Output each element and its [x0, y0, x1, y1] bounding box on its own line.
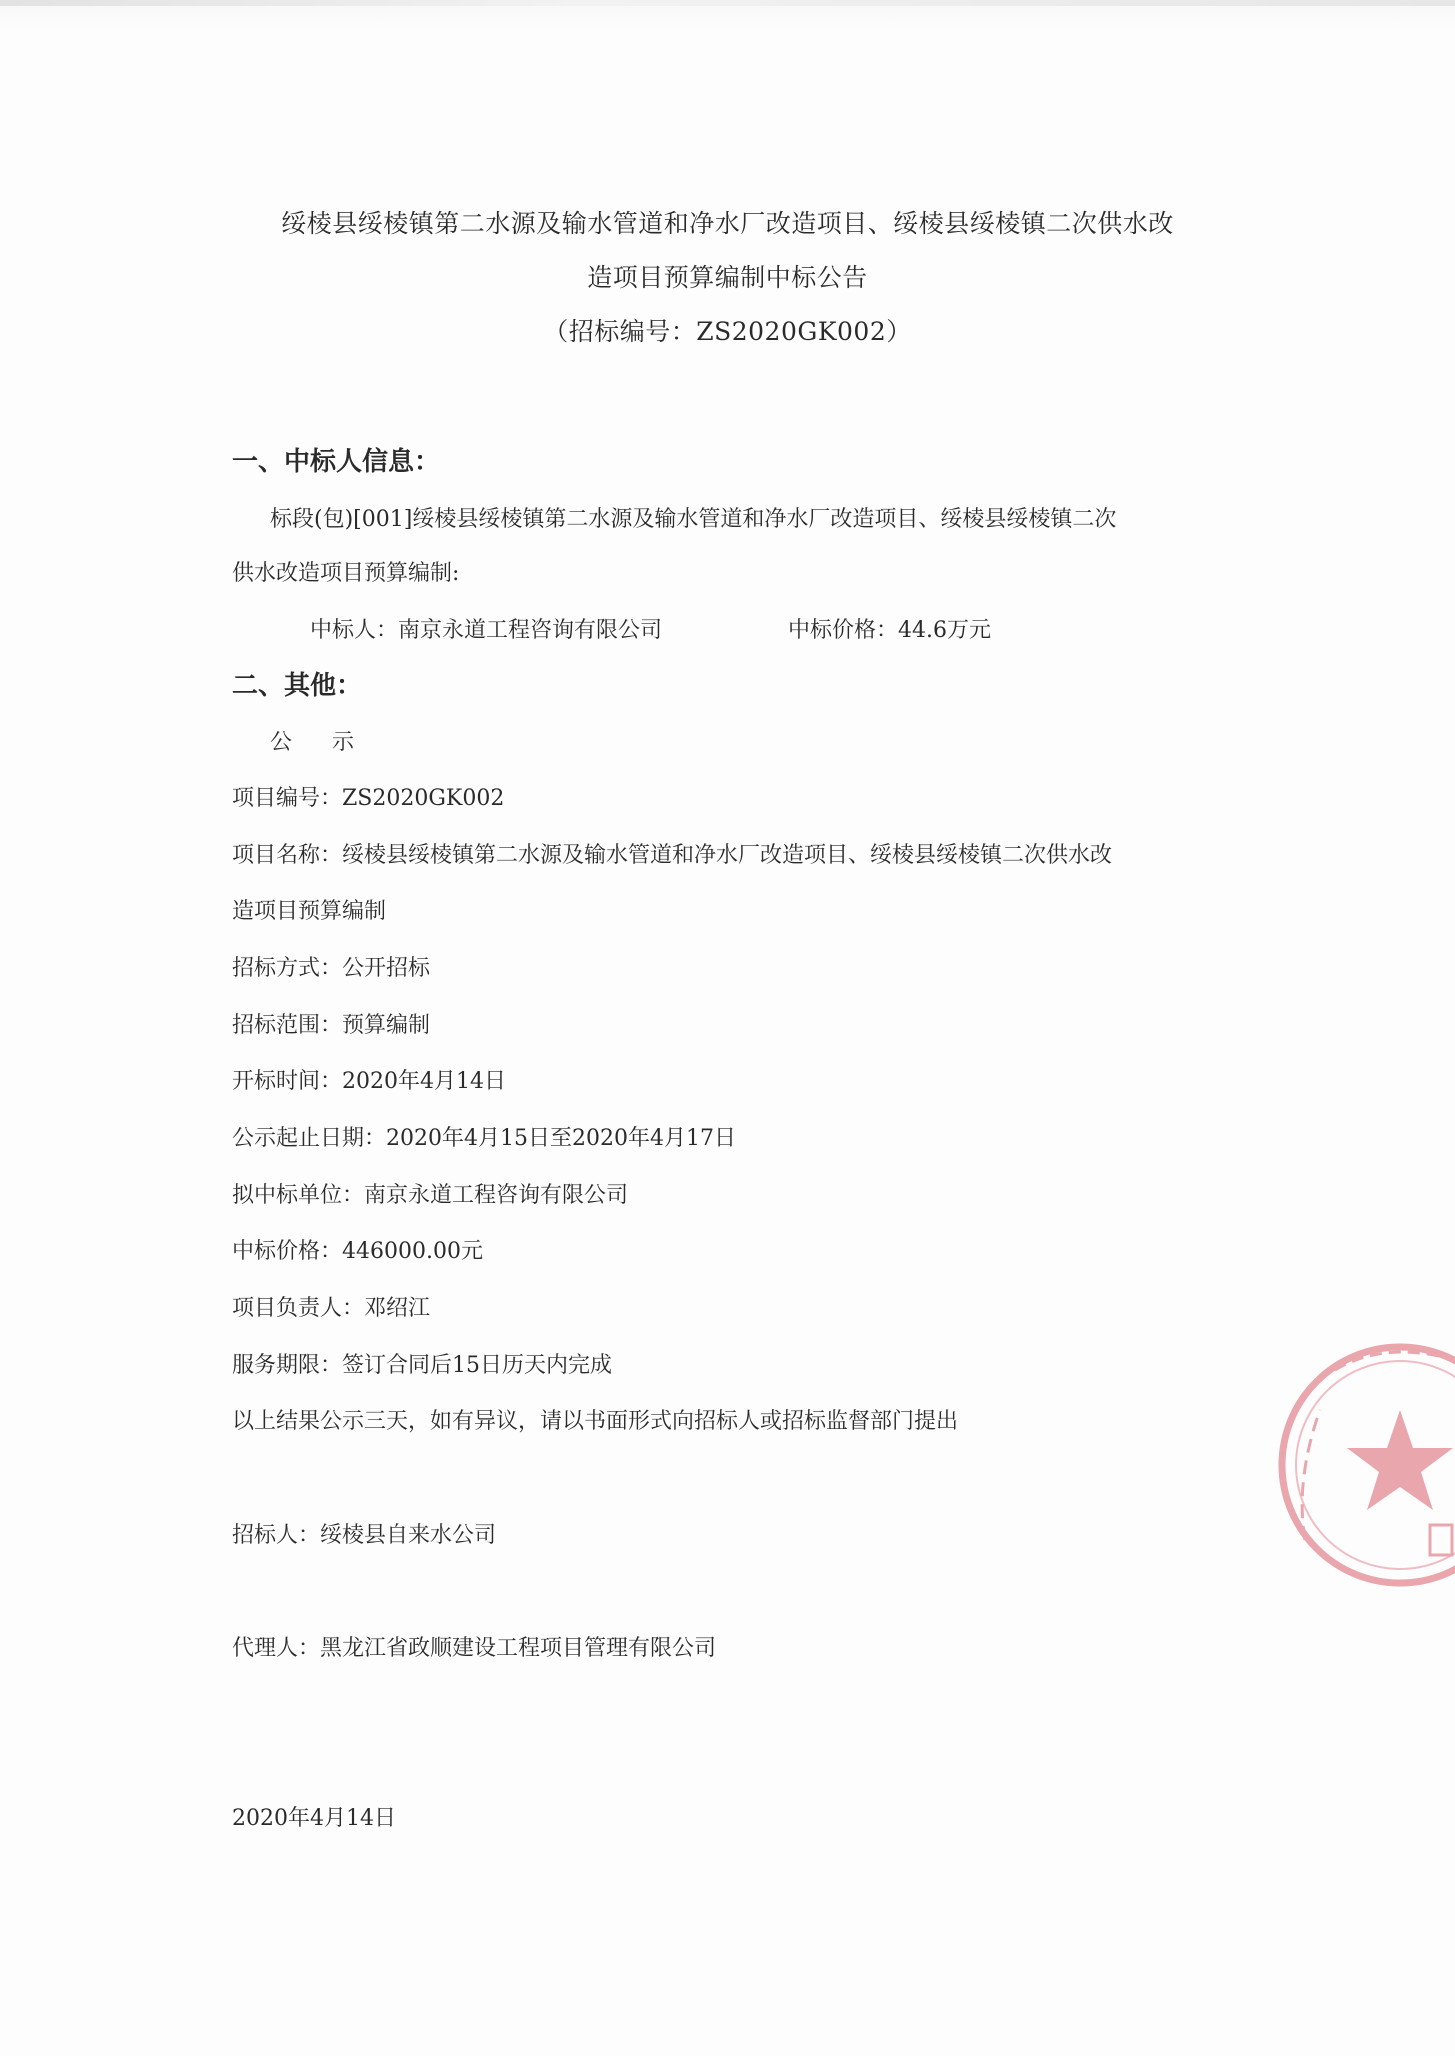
- section-heading-other: 二、其他：: [232, 671, 363, 701]
- project-name-line-2: 造项目预算编制: [232, 899, 387, 924]
- seal-glyph-block: [1430, 1525, 1452, 1555]
- notice-label: 公示: [270, 730, 395, 755]
- official-seal-stamp: [1265, 1330, 1455, 1600]
- project-name-line-1: 项目名称：绥棱县绥棱镇第二水源及输水管道和净水厂改造项目、绥棱县绥棱镇二次供水改: [232, 843, 1113, 868]
- proposed-winner: 拟中标单位：南京永道工程咨询有限公司: [232, 1183, 629, 1208]
- document-title-line-1: 绥棱县绥棱镇第二水源及输水管道和净水厂改造项目、绥棱县绥棱镇二次供水改: [281, 209, 1174, 238]
- bid-opening-time: 开标时间：2020年4月14日: [232, 1069, 506, 1094]
- publicity-period: 公示起止日期：2020年4月15日至2020年4月17日: [232, 1126, 736, 1151]
- project-lead: 项目负责人：邓绍江: [232, 1296, 431, 1321]
- tender-method: 招标方式：公开招标: [232, 956, 431, 981]
- winner-name: 中标人：南京永道工程咨询有限公司: [310, 618, 663, 643]
- seal-text-arc: [1302, 1410, 1320, 1540]
- award-price: 中标价格：446000.00元: [232, 1239, 483, 1264]
- lot-description-line-2: 供水改造项目预算编制:: [232, 561, 460, 586]
- document-title-line-2: 造项目预算编制中标公告: [587, 263, 868, 292]
- seal-star-icon: [1347, 1410, 1453, 1510]
- tender-scope: 招标范围：预算编制: [232, 1013, 431, 1038]
- lot-description-line-1: 标段(包)[001]绥棱县绥棱镇第二水源及输水管道和净水厂改造项目、绥棱县绥棱镇二次: [270, 507, 1117, 532]
- document-date: 2020年4月14日: [232, 1806, 396, 1831]
- document-tender-number: （招标编号：ZS2020GK002）: [543, 317, 912, 346]
- project-number: 项目编号：ZS2020GK002: [232, 786, 505, 811]
- section-heading-winner-info: 一、中标人信息：: [232, 447, 441, 477]
- objection-note: 以上结果公示三天，如有异议，请以书面形式向招标人或招标监督部门提出: [232, 1409, 959, 1434]
- scan-edge: [0, 0, 1455, 6]
- tenderer: 招标人：绥棱县自来水公司: [232, 1523, 497, 1548]
- seal-outer-ring: [1282, 1347, 1455, 1583]
- service-period: 服务期限：签订合同后15日历天内完成: [232, 1353, 612, 1378]
- tender-agent: 代理人：黑龙江省政顺建设工程项目管理有限公司: [232, 1636, 717, 1661]
- seal-inner-ring: [1296, 1361, 1455, 1569]
- winner-price: 中标价格：44.6万元: [788, 618, 991, 643]
- seal-text-arc-top: [1335, 1352, 1455, 1370]
